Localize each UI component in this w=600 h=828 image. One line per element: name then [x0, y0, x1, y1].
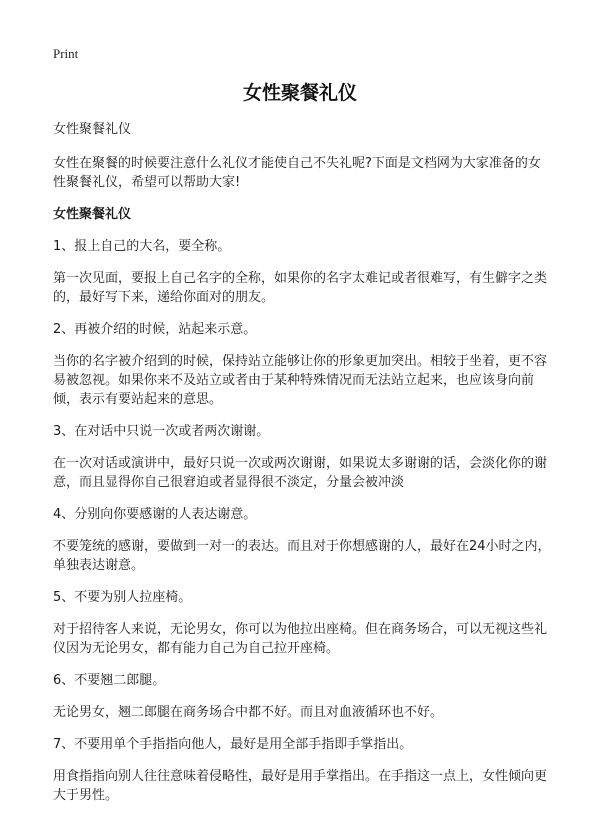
- item-text-6: 无论男女，翘二郎腿在商务场合中都不好。而且对血液循环也不好。: [53, 705, 444, 720]
- item-heading-4: 4、分别向你要感谢的人表达谢意。: [53, 507, 257, 522]
- item-text-4: 不要笼统的感谢，要做到一对一的表达。而且对于你想感谢的人，最好在24小时之内，单独表达谢意。: [53, 539, 551, 573]
- item-heading-2: 2、再被介绍的时候，站起来示意。: [53, 322, 257, 337]
- document-content: [53, 120, 553, 818]
- item-text-7: 用食指指向别人往往意味着侵略性，最好是用手掌指出。在手指这一点上，女性倾向更大于男性。: [53, 769, 548, 803]
- item-heading-6: 6、不要翘二郎腿。: [53, 673, 166, 688]
- section-heading: 女性聚餐礼仪: [53, 207, 132, 222]
- subtitle: 女性聚餐礼仪: [53, 122, 132, 137]
- print-link[interactable]: Print: [53, 46, 79, 61]
- item-text-2: 当你的名字被介绍到的时候，保持站立能够让你的形象更加突出。相较于坐着，更不容易被忽视。如果你来不及站立或者由于某种特殊情况而无法站立起来，也应该身向前倾，表示有要站起来的意思。: [53, 354, 548, 407]
- intro-paragraph: 女性在聚餐的时候要注意什么礼仪才能使自己不失礼呢?下面是文档网为大家准备的女性聚餐礼仪，希望可以帮助大家!: [53, 156, 541, 190]
- item-text-3: 在一次对话或演讲中，最好只说一次或两次谢谢，如果说太多谢谢的话，会淡化你的谢意，而且显得你自己很窘迫或者显得很不淡定，分量会被冲淡: [53, 456, 548, 490]
- page-title: 女性聚餐礼仪: [242, 82, 357, 104]
- item-heading-5: 5、不要为别人拉座椅。: [53, 590, 192, 605]
- item-heading-7: 7、不要用单个手指指向他人，最好是用全部手指即手掌指出。: [53, 737, 413, 752]
- item-text-1: 第一次见面，要报上自己名字的全称，如果你的名字太难记或者很难写，有生僻字之类的，最好写下来，递给你面对的朋友。: [53, 271, 548, 305]
- item-heading-3: 3、在对话中只说一次或者两次谢谢。: [53, 424, 270, 439]
- item-heading-1: 1、报上自己的大名，要全称。: [53, 239, 231, 254]
- item-text-5: 对于招待客人来说，无论男女，你可以为他拉出座椅。但在商务场合，可以无视这些礼仪因为无论男女，都有能力自己为自己拉开座椅。: [53, 622, 548, 656]
